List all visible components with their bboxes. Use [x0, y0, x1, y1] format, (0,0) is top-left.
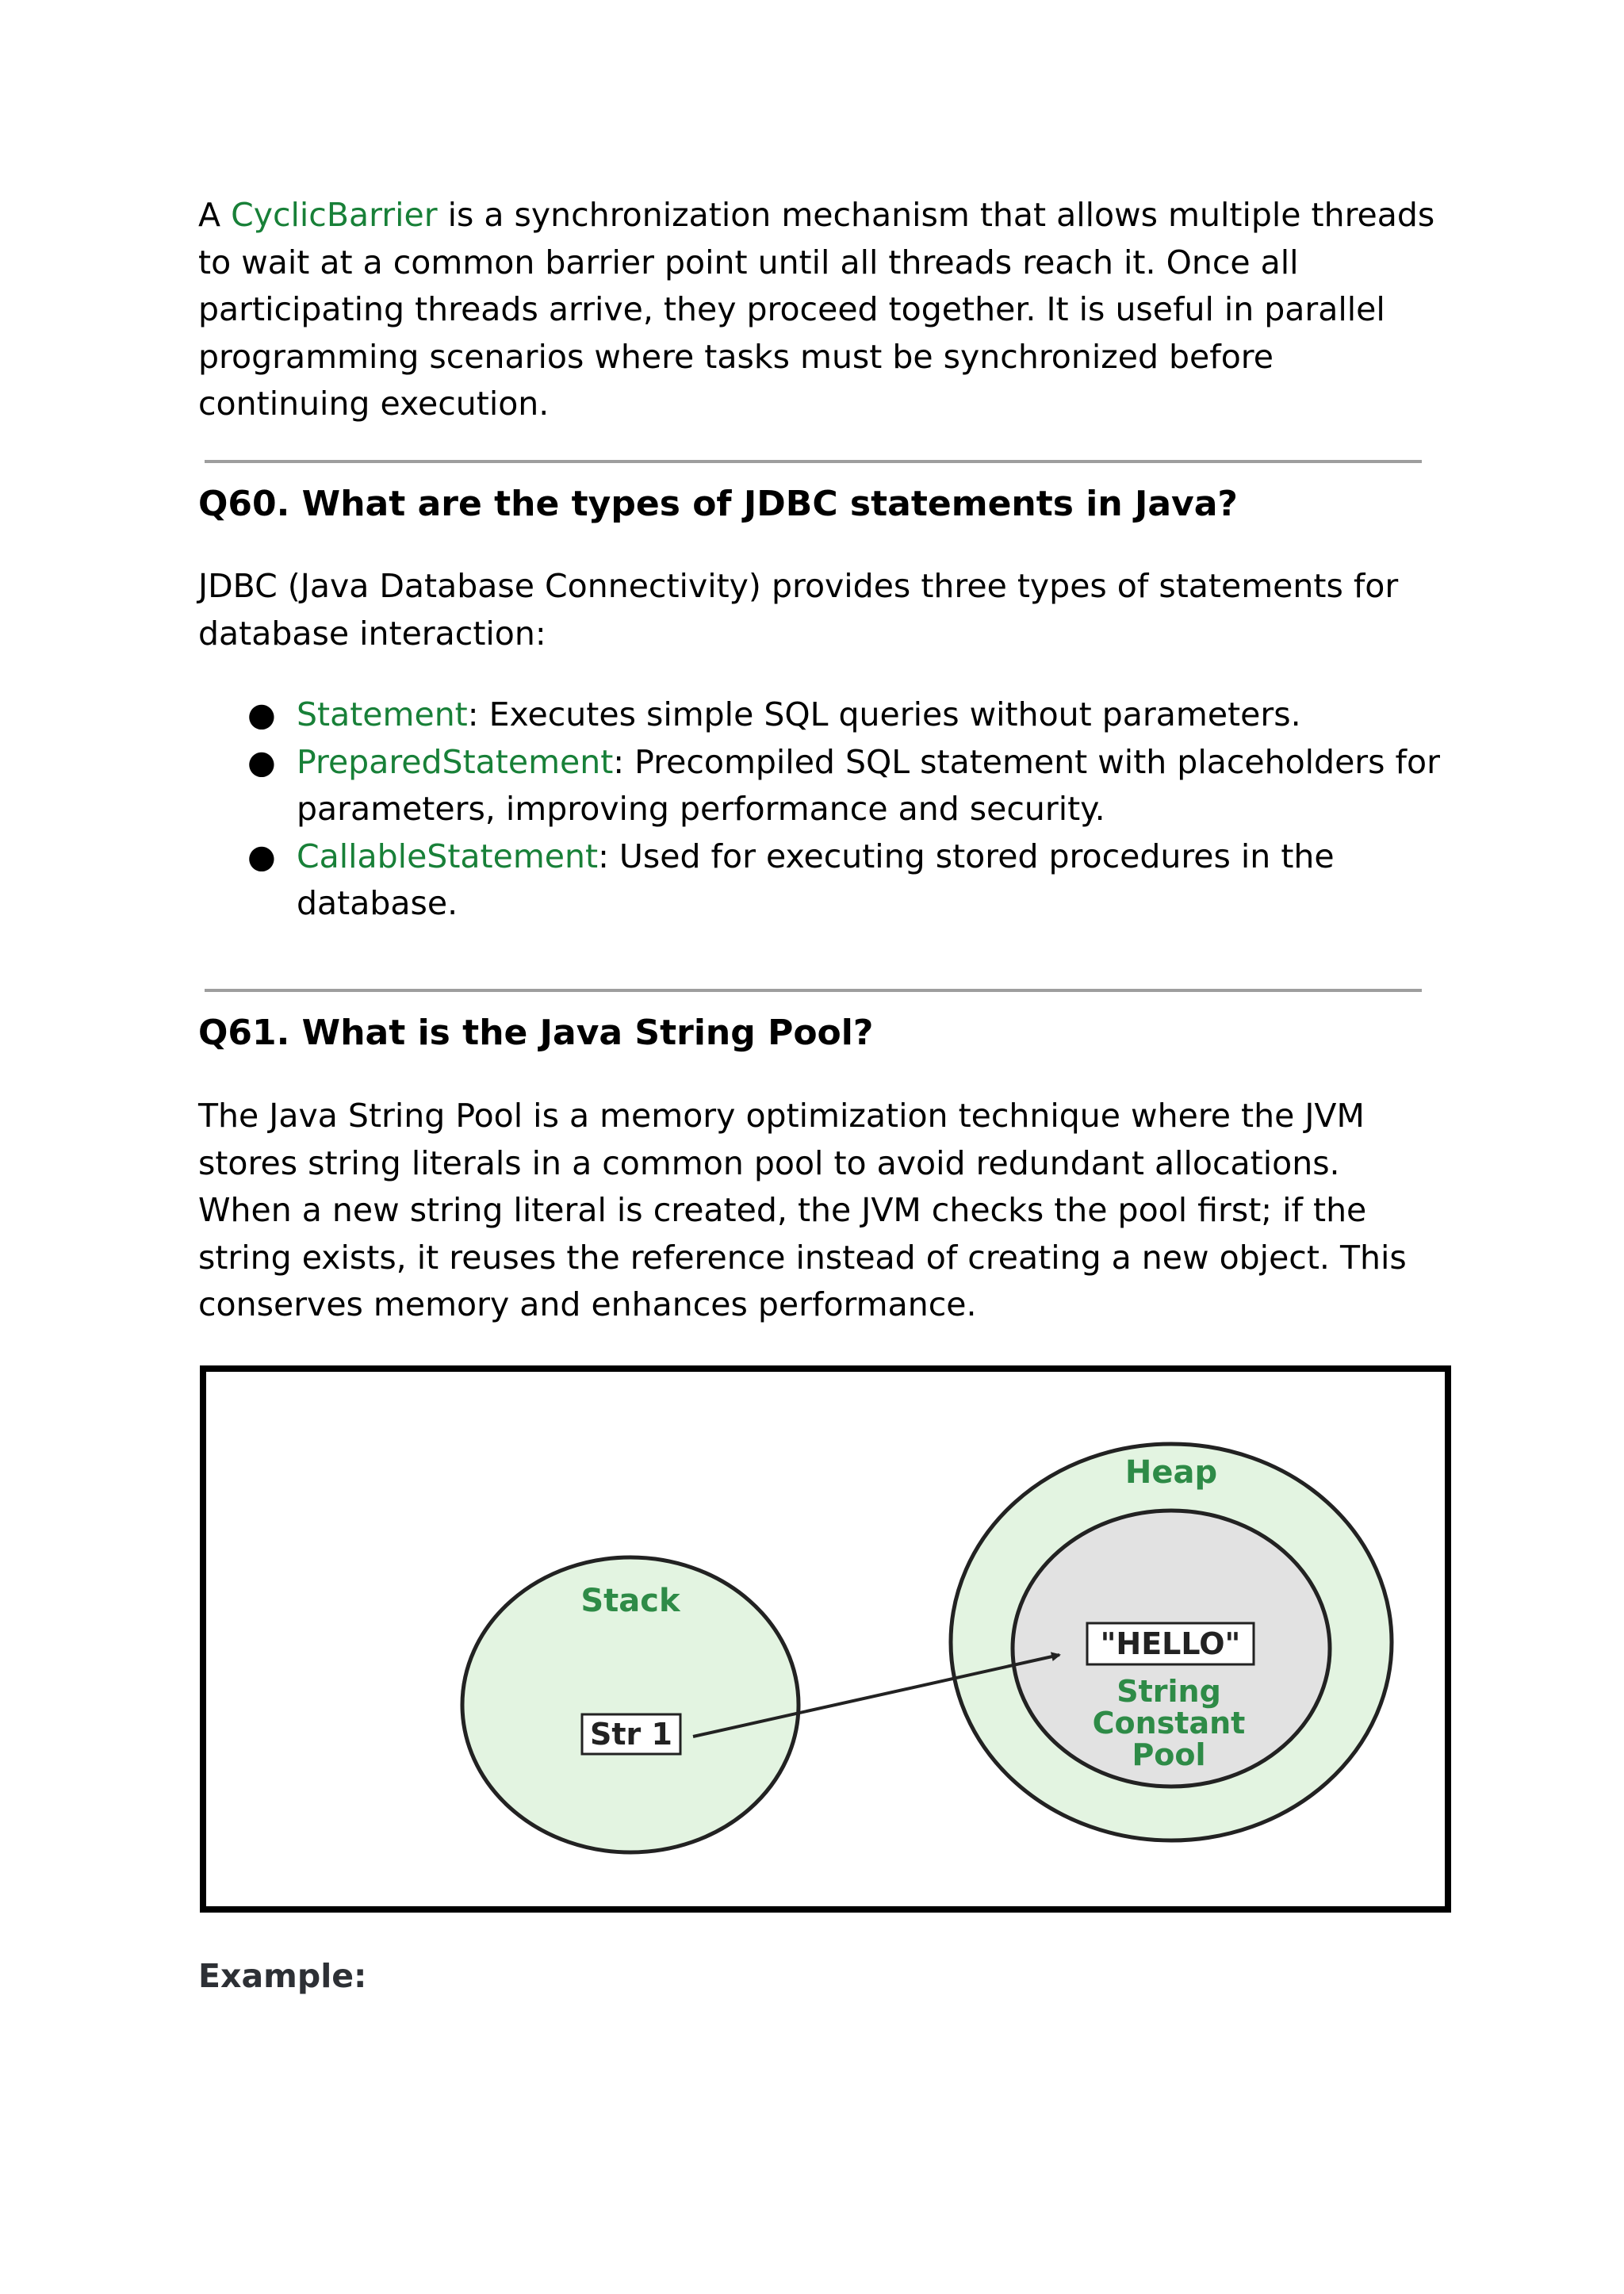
string-pool-diagram	[200, 1365, 1451, 1913]
pool-label-line2: Constant	[1092, 1706, 1246, 1741]
pool-label-line3: Pool	[1132, 1737, 1206, 1772]
q61-body: The Java String Pool is a memory optimization technique where the JVM stores string literals in a common pool to avoid redundant allocations. When a new string literal is created, the JVM checks the pool first; if the string exists, it reuses the reference instead of creating a new object. This conserves memory and enhances performance.	[198, 1097, 1407, 1323]
stack-label: Stack	[580, 1583, 680, 1619]
list-item-desc: : Used for executing stored procedures in the database.	[297, 837, 1335, 922]
list-item	[198, 833, 1467, 928]
heap-label: Heap	[1124, 1454, 1218, 1491]
list-item-term: Statement	[297, 695, 468, 733]
cyclicbarrier-term: CyclicBarrier	[231, 196, 438, 234]
list-item-desc: : Executes simple SQL queries without parameters.	[467, 695, 1301, 733]
list-item-term: PreparedStatement	[297, 742, 614, 781]
list-item	[198, 691, 1467, 739]
intro-prefix: A	[198, 196, 232, 234]
q61-heading: Q61. What is the Java String Pool?	[198, 1013, 874, 1053]
list-item	[198, 739, 1467, 833]
list-item-term: CallableStatement	[297, 837, 599, 875]
intro-text: is a synchronization mechanism that allows multiple threads to wait at a common barrier point until all threads reach it. Once all participating threads arrive, they proceed together. It is useful in parallel programming scenarios where tasks must be synchronized before continuing execution.	[198, 196, 1435, 423]
bullet-icon: ●	[247, 837, 276, 875]
section-divider	[205, 460, 1422, 463]
q60-heading: Q60. What are the types of JDBC statements in Java?	[198, 484, 1238, 524]
pool-label-line1: String	[1116, 1674, 1221, 1709]
str1-label: Str 1	[590, 1717, 672, 1752]
q60-lead: JDBC (Java Database Connectivity) provides three types of statements for database interaction:	[198, 567, 1399, 653]
section-divider	[205, 989, 1422, 992]
list-item-desc: : Precompiled SQL statement with placeholders for parameters, improving performance and security.	[297, 742, 1440, 828]
jdbc-statement-list	[198, 691, 1467, 928]
example-label: Example:	[198, 1957, 367, 1995]
bullet-icon: ●	[247, 742, 276, 781]
hello-value: "HELLO"	[1100, 1626, 1241, 1661]
bullet-icon: ●	[247, 695, 276, 733]
intro-paragraph	[198, 192, 1435, 428]
